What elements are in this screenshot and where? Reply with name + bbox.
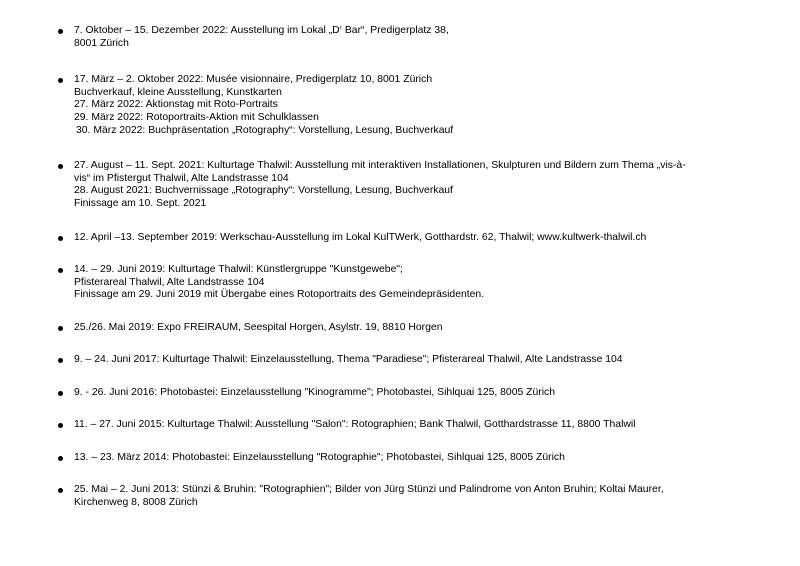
list-item	[74, 354, 764, 367]
bullet-icon	[58, 326, 63, 331]
entry-line: 14. – 29. Juni 2019: Kulturtage Thalwil: Künstlergruppe "Kunstgewebe";	[74, 264, 403, 275]
entry-line: 7. Oktober – 15. Dezember 2022: Ausstellung im Lokal „D‘ Bar“, Predigerplatz 38,	[74, 25, 449, 36]
entry-line: 27. August – 11. Sept. 2021: Kulturtage Thalwil: Ausstellung mit interaktiven Installationen, Skulpturen und Bildern zum Thema „vis-à-	[74, 160, 686, 171]
entry-line: 30. März 2022: Buchpräsentation „Rotography“: Vorstellung, Lesung, Buchverkauf	[76, 124, 454, 136]
bullet-icon	[58, 29, 63, 34]
bullet-icon	[58, 236, 63, 241]
list-item	[74, 25, 764, 50]
entry-line: 9. - 26. Juni 2016: Photobastei: Einzelausstellung "Kinogramme"; Photobastei, Sihlquai 125, 8005 Zürich	[74, 387, 556, 398]
entry-line: 27. März 2022: Aktionstag mit Roto-Portraits	[74, 99, 278, 111]
entry-line: 25. Mai – 2. Juni 2013: Stünzi & Bruhin: "Rotographien"; Bilder von Jürg Stünzi und Palindrome von Anton Bruhin; Koltai Maurer,	[74, 484, 664, 495]
list-item	[74, 322, 764, 335]
bullet-icon	[58, 358, 63, 363]
bullet-icon	[58, 78, 63, 83]
entry-line: 25./26. Mai 2019: Expo FREIRAUM, Seespital Horgen, Asylstr. 19, 8810 Horgen	[74, 322, 443, 333]
entry-line: 28. August 2021: Buchvernissage „Rotography“: Vorstellung, Lesung, Buchverkauf	[74, 185, 453, 197]
entry-line: Buchverkauf, kleine Ausstellung, Kunstkarten	[74, 86, 282, 98]
list-item	[74, 484, 764, 509]
list-item	[74, 74, 764, 138]
bullet-icon	[58, 391, 63, 396]
entry-line: 8001 Zürich	[74, 37, 129, 49]
entry-line: vis“ im Pfistergut Thalwil, Alte Landstrasse 104	[74, 172, 289, 184]
entry-line: 9. – 24. Juni 2017: Kulturtage Thalwil: Einzelausstellung, Thema "Paradiese"; Pfisterareal Thalwil, Alte Landstrasse 104	[74, 354, 623, 365]
list-item	[74, 452, 764, 465]
entry-line: Finissage am 10. Sept. 2021	[74, 198, 207, 210]
entry-line: Kirchenweg 8, 8008 Zürich	[74, 496, 198, 508]
list-item	[74, 387, 764, 400]
bullet-icon	[58, 423, 63, 428]
bullet-icon	[58, 164, 63, 169]
list-item	[74, 160, 764, 211]
entry-line: Pfisterareal Thalwil, Alte Landstrasse 104	[74, 276, 265, 288]
entry-line: 13. – 23. März 2014: Photobastei: Einzelausstellung "Rotographie"; Photobastei, Sihlquai 125, 8005 Zürich	[74, 452, 565, 463]
entry-line: 17. März – 2. Oktober 2022: Musée visionnaire, Predigerplatz 10, 8001 Zürich	[74, 74, 433, 85]
list-item	[74, 232, 764, 245]
bullet-icon	[58, 456, 63, 461]
entry-line: 29. März 2022: Rotoportraits-Aktion mit Schulklassen	[74, 112, 319, 124]
entry-line: 11. – 27. Juni 2015: Kulturtage Thalwil: Ausstellung "Salon": Rotographien; Bank Thalwil, Gotthardstrasse 11, 8800 Thalwil	[74, 419, 636, 430]
list-item	[74, 264, 764, 302]
bullet-icon	[58, 488, 63, 493]
bullet-icon	[58, 268, 63, 273]
entry-line: Finissage am 29. Juni 2019 mit Übergabe eines Rotoportraits des Gemeindepräsidenten.	[74, 289, 485, 301]
list-item	[74, 419, 764, 432]
entry-line: 12. April –13. September 2019: Werkschau-Ausstellung im Lokal KulTWerk, Gotthardstr. 62, Thalwil; www.kultwerk-thalwil.ch	[74, 232, 647, 243]
